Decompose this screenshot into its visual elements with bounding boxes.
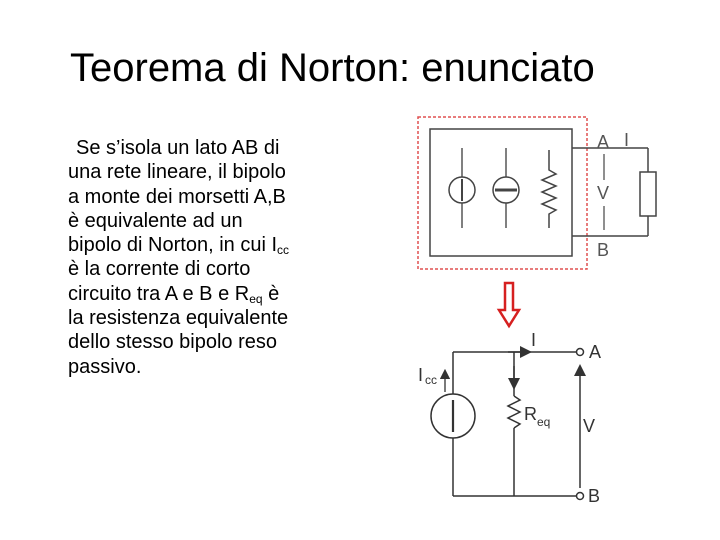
icc-subscript: cc [277, 243, 290, 258]
terminal-b-label: B [597, 240, 610, 260]
statement-line: è equivalente ad un [68, 209, 243, 232]
voltage-v-label: V [597, 183, 610, 203]
terminal-a [577, 349, 584, 356]
terminal-a-label: A [597, 132, 610, 152]
norton-terminal-b-label: B [588, 486, 601, 506]
req-label: R [524, 404, 537, 424]
statement-line: è la corrente di corto [68, 258, 251, 281]
statement-line: passivo. [68, 355, 142, 378]
load-resistor [640, 172, 656, 216]
statement-line: dello stesso bipolo reso [68, 331, 278, 354]
statement-text: bipolo di Norton, in cui I [68, 234, 278, 257]
norton-equivalent-circuit [418, 330, 601, 506]
linear-network-circuit [418, 117, 656, 269]
down-arrow-icon [499, 283, 519, 326]
req-label-sub: eq [537, 415, 551, 429]
norton-current-label: I [531, 330, 537, 350]
req-resistor [508, 396, 520, 428]
statement-text: è [262, 282, 280, 305]
norton-terminal-a-label: A [589, 342, 602, 362]
icc-label-sub: cc [425, 373, 437, 387]
statement-line: una rete lineare, il bipolo [68, 161, 286, 184]
current-i-label: I [624, 130, 630, 150]
statement-line: la resistenza equivalente [68, 307, 289, 330]
statement-line: Se s’isola un lato AB di [76, 137, 280, 159]
req-subscript: eq [249, 291, 263, 306]
statement-text: circuito tra A e B e R [68, 282, 250, 305]
norton-voltage-label: V [583, 416, 596, 436]
statement-line: a monte dei morsetti A,B [68, 185, 286, 208]
icc-label: I [418, 365, 424, 385]
terminal-b [577, 493, 584, 500]
resistor-symbol [542, 150, 556, 228]
slide-title: Teorema di Norton: enunciato [70, 46, 595, 90]
